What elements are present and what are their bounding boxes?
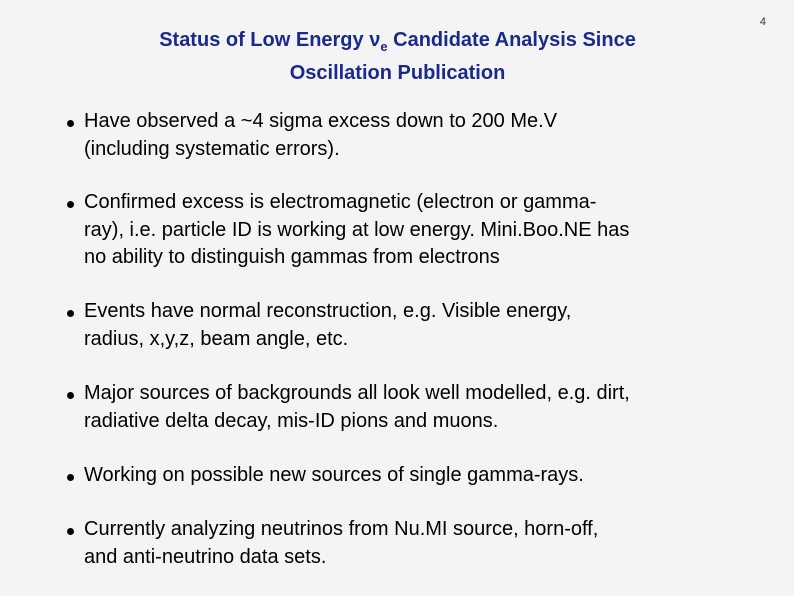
bullet-dot <box>67 474 74 481</box>
bullet-line: and anti-neutrino data sets. <box>84 545 327 568</box>
bullet-text <box>84 462 754 490</box>
page-number: 4 <box>759 16 766 28</box>
bullet-line: radiative delta decay, mis-ID pions and muons. <box>84 409 499 432</box>
bullet-dot <box>67 120 74 127</box>
bullet-line: Currently analyzing neutrinos from Nu.MI source, horn-off, <box>84 518 599 540</box>
bullet-line: Confirmed excess is electromagnetic (electron or gamma- <box>84 191 597 213</box>
bullet-dot <box>67 201 74 208</box>
bullet-line: Have observed a ~4 sigma excess down to 200 Me.V <box>84 110 558 132</box>
bullet-text <box>84 108 754 163</box>
bullet-dot <box>67 310 74 317</box>
bullet-text <box>84 189 754 272</box>
bullet-line: (including systematic errors). <box>84 137 340 160</box>
nu-subscript: e <box>380 39 388 54</box>
title-line-2: Oscillation Publication <box>289 62 506 84</box>
bullet-line: Major sources of backgrounds all look well modelled, e.g. dirt, <box>84 382 630 404</box>
title-text-start: Status of Low Energy <box>159 29 370 51</box>
nu-symbol: ν <box>369 29 381 51</box>
bullet-line: Events have normal reconstruction, e.g. Visible energy, <box>84 300 572 322</box>
bullet-dot <box>67 392 74 399</box>
bullet-text <box>84 298 754 353</box>
bullet-text <box>84 380 754 435</box>
bullet-line: Working on possible new sources of single gamma-rays. <box>84 464 584 486</box>
bullet-line: no ability to distinguish gammas from electrons <box>84 246 500 268</box>
title-text-end: Candidate Analysis Since <box>387 29 636 51</box>
slide-title <box>60 27 735 87</box>
bullet-dot <box>67 528 74 535</box>
bullet-line: radius, x,y,z, beam angle, etc. <box>84 327 349 350</box>
bullet-text <box>84 516 754 571</box>
bullet-line: ray), i.e. particle ID is working at low energy. Mini.Boo.NE has <box>84 218 630 241</box>
